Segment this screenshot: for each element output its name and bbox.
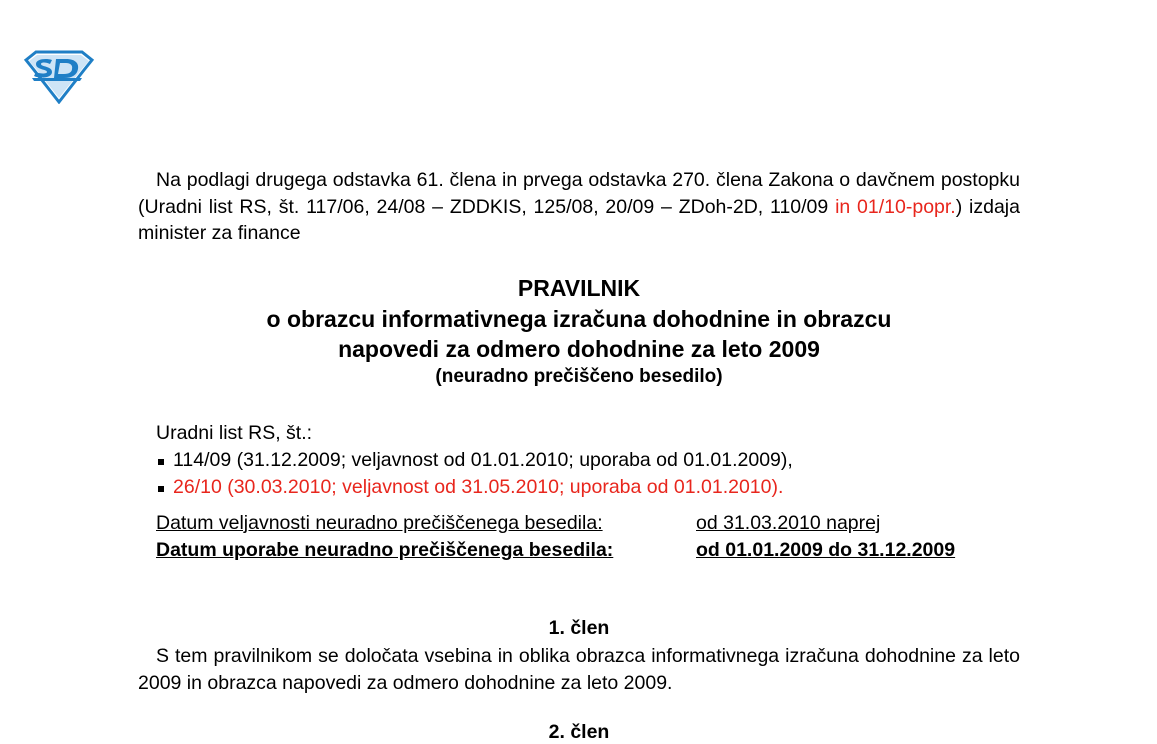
- official-gazette-list: [156, 420, 1016, 501]
- validity-date-row: [156, 510, 1016, 537]
- intro-correction-text: in 01/10-popr.: [835, 195, 956, 218]
- logo: [22, 50, 96, 104]
- validity-date-label: Datum veljavnosti neuradno prečiščenega besedila:: [156, 512, 603, 534]
- document-subtitle-line-2: napovedi za odmero dohodnine za leto 2009: [338, 336, 820, 362]
- gazette-heading: Uradni list RS, št.:: [156, 422, 313, 444]
- document-title: PRAVILNIK: [517, 275, 641, 301]
- gazette-item-amendment: 26/10 (30.03.2010; veljavnost od 31.05.2010; uporaba od 01.01.2010).: [156, 474, 1016, 501]
- unofficial-consolidation-note: (neuradno prečiščeno besedilo): [435, 366, 723, 387]
- gazette-item: 114/09 (31.12.2009; veljavnost od 01.01.2010; uporaba od 01.01.2009),: [156, 447, 1016, 474]
- article-1-heading: 1. člen: [548, 617, 610, 639]
- sd-logo-icon: [22, 50, 96, 104]
- dates-block: [156, 510, 1016, 564]
- use-date-value: od 01.01.2009 do 31.12.2009: [696, 539, 956, 561]
- use-date-row: [156, 537, 1016, 564]
- document-subtitle-line-1: o obrazcu informativnega izračuna dohodnine in obrazcu: [266, 306, 892, 332]
- article-2-heading: 2. člen: [548, 721, 610, 743]
- intro-paragraph: [138, 167, 1020, 247]
- article-1-text: S tem pravilnikom se določata vsebina in oblika obrazca informativnega izračuna dohodnine za leto 2009 in obrazca napovedi za odmero dohodnine za leto 2009.: [138, 645, 1020, 694]
- validity-date-value: od 31.03.2010 naprej: [696, 512, 881, 534]
- use-date-label: Datum uporabe neuradno prečiščenega besedila:: [156, 539, 614, 561]
- intro-text-end: ) izdaja minister za finance: [138, 195, 1020, 244]
- title-block: [138, 272, 1020, 390]
- intro-text: Na podlagi drugega odstavka 61. člena in prvega odstavka 270. člena Zakona o davčnem postopku (Uradni list RS, št. 117/06, 24/08 – ZDDKIS, 125/08, 20/09 – ZDoh-2D, 110/09: [138, 169, 1020, 218]
